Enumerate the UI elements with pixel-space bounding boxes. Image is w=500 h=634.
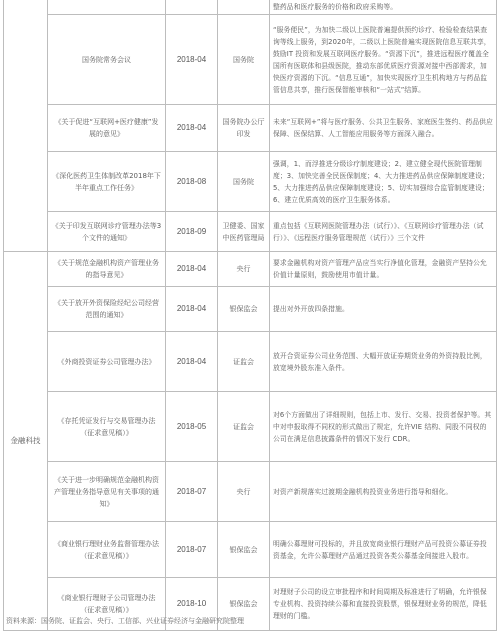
release-date: 2018-04 [166,252,218,287]
issuing-department: 银保监会 [218,287,270,332]
policy-summary: 未来“互联网+”将与医疗服务、公共卫生服务、家庭医生签约、药品供应保障、医保结算、人工智能应用服务等方面深入融合。 [270,105,497,152]
table-row [4,0,497,15]
issuing-department: 国务院 [218,15,270,105]
issuing-department: 央行 [218,462,270,522]
table-row [4,212,497,252]
policy-summary: “服务便民”，为加快二级以上医院普遍提供预约诊疗、检验检查结果查询等线上服务，到2020年，二级以上医院普遍实现医院信息互联共享，鼓励IT 投资和发展互联网医疗服务。“资源下沉”，推进远程医疗覆盖全国所有医联体和县级医院，推动东部优质医疗资源对接中西部需求，加快医疗资源的下沉。“信息互通”，加快实现医疗卫生机构地方与药品监管信息共享，推行医保智能审核和“一站式”结算。 [270,15,497,105]
policy-summary: 对6个方面做出了详细规则，包括上市、发行、交易、投资者保护等。其中对申报取得不同权的形式做出了规定，允许VIE 结构、同股不同权的公司在满足信息披露条件的情况下发行 CDR。 [270,392,497,462]
policy-name: 国务院常务会议 [48,15,166,105]
issuing-department: 银保监会 [218,578,270,631]
release-date: 2018-04 [166,332,218,392]
table-row [4,392,497,462]
policy-name: 《商业银行理财业务监督管理办法（征求意见稿）》 [48,522,166,578]
policy-summary: 对资产新规落实过渡期金融机构投资业务进行指导和细化。 [270,462,497,522]
table-row [4,105,497,152]
table-row [4,152,497,212]
policy-name: 《关于放开外资保险经纪公司经营范围的通知》 [48,287,166,332]
release-date: 2018-10 [166,578,218,631]
table-row [4,522,497,578]
policy-name: 《关于印发互联网诊疗管理办法等3个文件的通知》 [48,212,166,252]
policy-table [3,0,497,631]
policy-summary: 放开合资证券公司业务范围、大幅开放证券期货业务的外资持股比例，放宽境外股东准入条件。 [270,332,497,392]
release-date: 2018-08 [166,152,218,212]
table-row [4,462,497,522]
policy-name [48,0,166,15]
policy-name: 《关于进一步明确规范金融机构资产管理业务指导意见有关事项的通知》 [48,462,166,522]
policy-name: 《关于规范金融机构资产管理业务的指导意见》 [48,252,166,287]
policy-summary: 对理财子公司的设立审批程序和时间周期及标准进行了明确，允许银保专业机构、投资持续公募和直接投资股票，银保理财业务的规范，降低理财的门槛。 [270,578,497,631]
category-cell-medical [4,0,48,252]
policy-summary: 提出对外开放四条措施。 [270,287,497,332]
release-date: 2018-07 [166,462,218,522]
issuing-department: 证监会 [218,332,270,392]
source-note: 资料来源：国务院、证监会、央行、工信部、兴业证券经济与金融研究院整理 [6,617,244,625]
table-row [4,15,497,105]
release-date: 2018-09 [166,212,218,252]
issuing-department: 卫健委、国家中医药管理局 [218,212,270,252]
table-row [4,287,497,332]
issuing-department: 国务院办公厅印发 [218,105,270,152]
policy-summary: 整药品和医疗服务的价格和政府采购等。 [270,0,497,15]
policy-summary: 要求金融机构对资产管理产品应当实行净值化管理，金融资产坚持公允价值计量原则，鼓励使用市值计量。 [270,252,497,287]
release-date: 2018-04 [166,287,218,332]
release-date [166,0,218,15]
policy-summary: 重点包括《互联网医院管理办法（试行）》、《互联网诊疗管理办法（试行）》、《远程医疗服务管理规范（试行）》三个文件 [270,212,497,252]
policy-name: 《商业银行理财子公司管理办法（征求意见稿）》 [48,578,166,631]
release-date: 2018-04 [166,105,218,152]
release-date: 2018-07 [166,522,218,578]
category-cell-fintech: 金融科技 [4,252,48,631]
policy-name: 《关于促进“互联网+医疗健康”发展的意见》 [48,105,166,152]
policy-name: 《深化医药卫生体制改革2018年下半年重点工作任务》 [48,152,166,212]
issuing-department: 国务院 [218,152,270,212]
policy-summary: 强调，1、而浮推进分级诊疗制度建设；2、建立健全现代医院管理制度；3、加快完善全民医保制度；4、大力推进药品供应保障制度建设；5、大力推进药品供应保障制度建设；5、切实加强综合监管制度建设；6、建立优质高效的医疗卫生服务体系。 [270,152,497,212]
release-date: 2018-04 [166,15,218,105]
table-row [4,332,497,392]
table-row [4,252,497,287]
policy-name: 《外商投资证券公司管理办法》 [48,332,166,392]
issuing-department: 证监会 [218,392,270,462]
release-date: 2018-05 [166,392,218,462]
issuing-department: 央行 [218,252,270,287]
issuing-department [218,0,270,15]
issuing-department: 银保监会 [218,522,270,578]
policy-summary: 明确公募理财可投标的，并且放宽商业银行理财产品可投资公募证券投资基金，允许公募理财产品通过投资各类公募基金间接进入股市。 [270,522,497,578]
policy-name: 《存托凭证发行与交易管理办法（征求意见稿）》 [48,392,166,462]
